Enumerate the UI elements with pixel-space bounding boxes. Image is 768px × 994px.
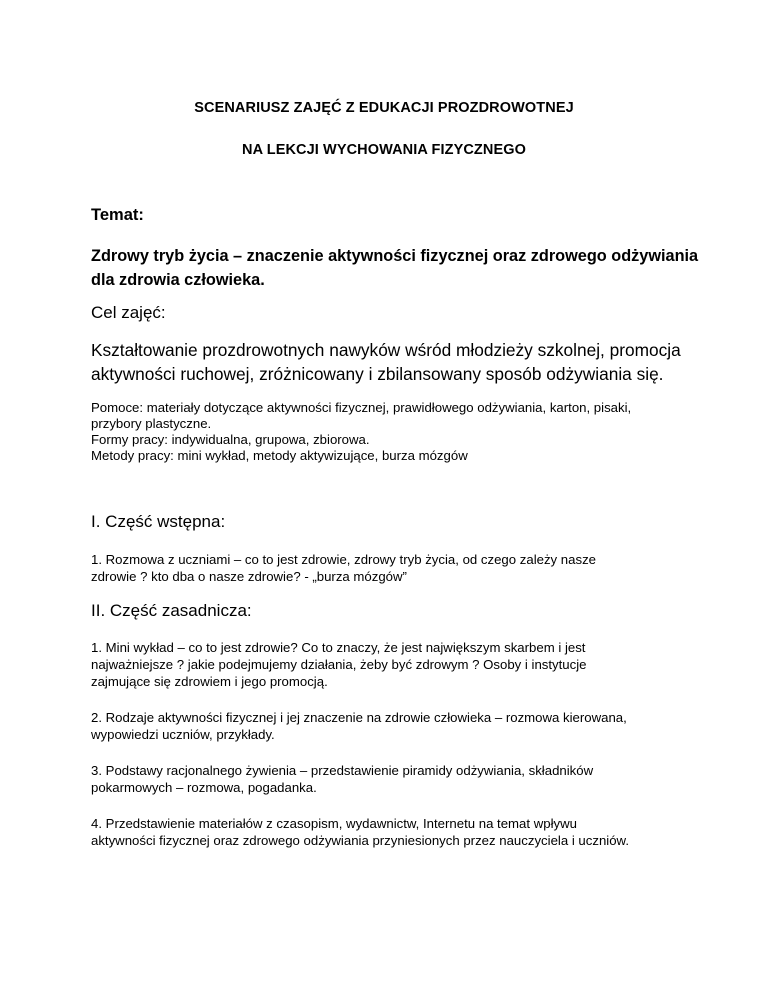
section-2-item-2-line-1: 2. Rodzaje aktywności fizycznej i jej znaczenie na zdrowie człowieka – rozmowa kierowana, xyxy=(91,710,627,725)
info-line-4: Metody pracy: mini wykład, metody aktywizujące, burza mózgów xyxy=(91,448,468,463)
goal-line-1: Kształtowanie prozdrowotnych nawyków wśród młodzieży szkolnej, promocja xyxy=(91,340,681,360)
section-2-item-1-line-3: zajmujące się zdrowiem i jego promocją. xyxy=(91,674,328,689)
section-2-item-3-line-2: pokarmowych – rozmowa, pogadanka. xyxy=(91,780,317,795)
section-2-heading: II. Część zasadnicza: xyxy=(91,601,252,620)
topic-label: Temat: xyxy=(91,206,144,224)
topic-line-1: Zdrowy tryb życia – znaczenie aktywności fizycznej oraz zdrowego odżywiania xyxy=(91,247,699,265)
section-2-item-4-line-2: aktywności fizycznej oraz zdrowego odżywiania przyniesionych przez nauczyciela i uczniów. xyxy=(91,833,630,848)
section-2-item-2-line-2: wypowiedzi uczniów, przykłady. xyxy=(91,727,275,742)
info-line-3: Formy pracy: indywidualna, grupowa, zbiorowa. xyxy=(91,432,370,447)
info-line-2: przybory plastyczne. xyxy=(91,416,212,431)
topic-line-2: dla zdrowia człowieka. xyxy=(91,271,265,289)
section-2-item-3-line-1: 3. Podstawy racjonalnego żywienia – przedstawienie piramidy odżywiania, składników xyxy=(91,763,594,778)
section-2-item-1-line-1: 1. Mini wykład – co to jest zdrowie? Co to znaczy, że jest największym skarbem i jest xyxy=(91,640,586,655)
section-1-item-1-line-1: 1. Rozmowa z uczniami – co to jest zdrowie, zdrowy tryb życia, od czego zależy nasze xyxy=(91,552,596,567)
goal-line-2: aktywności ruchowej, zróżnicowany i zbilansowany sposób odżywiania się. xyxy=(91,364,664,384)
document-title-line-1: SCENARIUSZ ZAJĘĆ Z EDUKACJI PROZDROWOTNEJ xyxy=(194,100,574,116)
info-line-1: Pomoce: materiały dotyczące aktywności fizycznej, prawidłowego odżywiania, karton, pisaki, xyxy=(91,400,632,415)
section-2-item-1-line-2: najważniejsze ? jakie podejmujemy działania, żeby być zdrowym ? Osoby i instytucje xyxy=(91,657,587,672)
section-1-item-1-line-2: zdrowie ? kto dba o nasze zdrowie? - „burza mózgów” xyxy=(91,569,407,584)
document-title-line-2: NA LEKCJI WYCHOWANIA FIZYCZNEGO xyxy=(242,142,526,158)
goal-label: Cel zajęć: xyxy=(91,303,166,322)
section-2-item-4-line-1: 4. Przedstawienie materiałów z czasopism, wydawnictw, Internetu na temat wpływu xyxy=(91,816,577,831)
section-1-heading: I. Część wstępna: xyxy=(91,512,226,531)
